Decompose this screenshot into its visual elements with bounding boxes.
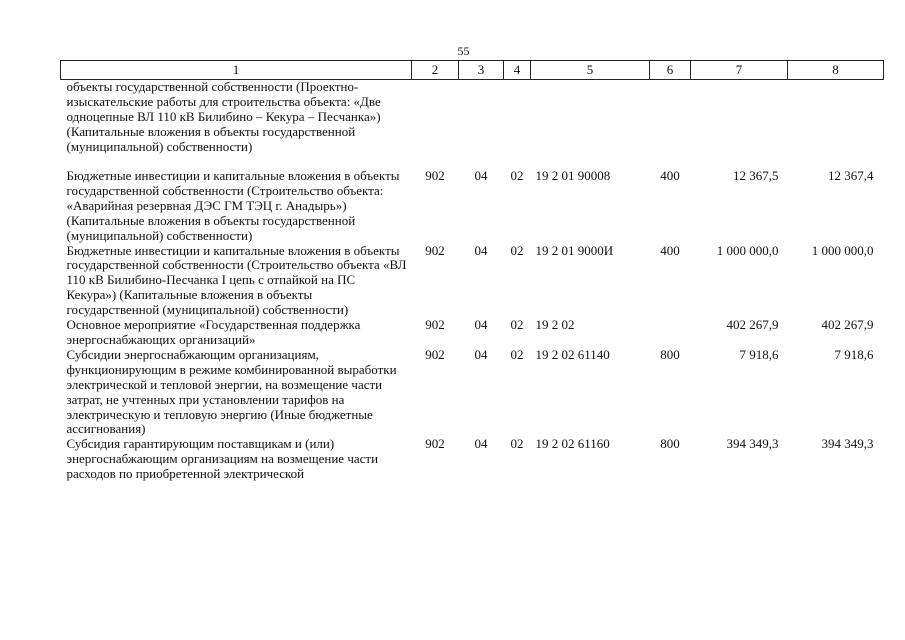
- table-row: [61, 348, 884, 437]
- row-expense-type: 400: [660, 242, 680, 258]
- row-subsection: 02: [510, 436, 524, 452]
- row-ministry: 902: [425, 346, 445, 362]
- header-col-1: 1: [61, 61, 412, 80]
- row-section: 04: [474, 168, 488, 183]
- row-subsection: [504, 80, 531, 170]
- row-section: 04: [474, 436, 488, 452]
- table-row: [61, 437, 884, 482]
- header-row: [61, 61, 884, 80]
- row-expense-type: 400: [660, 168, 680, 183]
- row-section: 04: [474, 242, 488, 258]
- row-subsection: 02: [510, 168, 524, 183]
- row-amount-1: 1 000 000,0: [716, 242, 779, 258]
- table-row: [61, 244, 884, 319]
- row-target-code: 19 2 02: [535, 317, 575, 333]
- row-amount-2: 394 349,3: [821, 436, 874, 452]
- header-col-8: 8: [788, 61, 884, 80]
- row-amount-1: 12 367,5: [733, 168, 779, 183]
- row-expense-type: 800: [660, 346, 680, 362]
- row-name: объекты государственной собственности (Проектно-изыскательские работы для строительства объекта: «Две одноцепные ВЛ 110 кВ Билибино – Кекура – Песчанка») (Капитальные вложения в объекты государственной (муниципальной) собственности): [66, 79, 381, 154]
- row-amount-2: 1 000 000,0: [811, 242, 874, 258]
- header-col-7: 7: [691, 61, 788, 80]
- row-amount-1: 394 349,3: [726, 436, 779, 452]
- row-amount-2: 7 918,6: [834, 346, 874, 362]
- row-amount-2: [788, 80, 884, 170]
- row-target-code: 19 2 01 9000И: [535, 242, 614, 258]
- header-col-3: 3: [459, 61, 504, 80]
- row-subsection: 02: [510, 346, 524, 362]
- row-ministry: 902: [425, 317, 445, 333]
- row-target-code: 19 2 02 61140: [535, 346, 610, 362]
- row-amount-2: 12 367,4: [828, 168, 874, 183]
- row-ministry: 902: [425, 436, 445, 452]
- page-number: 55: [457, 44, 470, 58]
- header-col-4: 4: [504, 61, 531, 80]
- row-name: Субсидии энергоснабжающим организациям, функционирующим в режиме комбинированной выработки электрической и тепловой энергии, на возмещение части затрат, не учтенных при установлении тарифов на электрическую и тепловую энергию (Иные бюджетные ассигнования): [66, 346, 397, 437]
- table-row: [61, 318, 884, 348]
- header-col-5: 5: [531, 61, 650, 80]
- row-amount-2: 402 267,9: [821, 317, 874, 333]
- row-expense-type: [650, 318, 691, 348]
- budget-table: [60, 60, 884, 482]
- row-amount-1: [691, 80, 788, 170]
- row-name: Бюджетные инвестиции и капитальные вложения в объекты государственной собственности (Строительство объекта: «Аварийная резервная ДЭС ГМ ТЭЦ г. Анадырь») (Капитальные вложения в объекты государственной (муниципальной) собственности): [66, 168, 400, 243]
- table-row: [61, 80, 884, 170]
- row-target-code: [531, 80, 650, 170]
- header-col-2: 2: [412, 61, 459, 80]
- row-name: Основное мероприятие «Государственная поддержка энергоснабжающих организаций»: [66, 317, 361, 347]
- row-ministry: 902: [425, 168, 445, 183]
- header-col-6: 6: [650, 61, 691, 80]
- row-subsection: 02: [510, 242, 524, 258]
- row-ministry: [412, 80, 459, 170]
- table-row: [61, 169, 884, 244]
- row-target-code: 19 2 02 61160: [535, 436, 610, 452]
- row-amount-1: 402 267,9: [726, 317, 779, 333]
- row-ministry: 902: [425, 242, 445, 258]
- row-expense-type: 800: [660, 436, 680, 452]
- row-section: [459, 80, 504, 170]
- row-expense-type: [650, 80, 691, 170]
- row-target-code: 19 2 01 90008: [535, 168, 611, 183]
- row-subsection: 02: [510, 317, 524, 333]
- row-section: 04: [474, 317, 488, 333]
- row-amount-1: 7 918,6: [739, 346, 779, 362]
- row-name: Субсидия гарантирующим поставщикам и (или) энергоснабжающим организациям на возмещение части расходов по приобретенной электрической: [66, 436, 379, 482]
- row-section: 04: [474, 346, 488, 362]
- row-name: Бюджетные инвестиции и капитальные вложения в объекты государственной собственности (Строительство объекта «ВЛ 110 кВ Билибино-Песчанка I цепь с отпайкой на ПС Кекура») (Капитальные вложения в объекты государственной (муниципальной) собственности): [66, 242, 407, 318]
